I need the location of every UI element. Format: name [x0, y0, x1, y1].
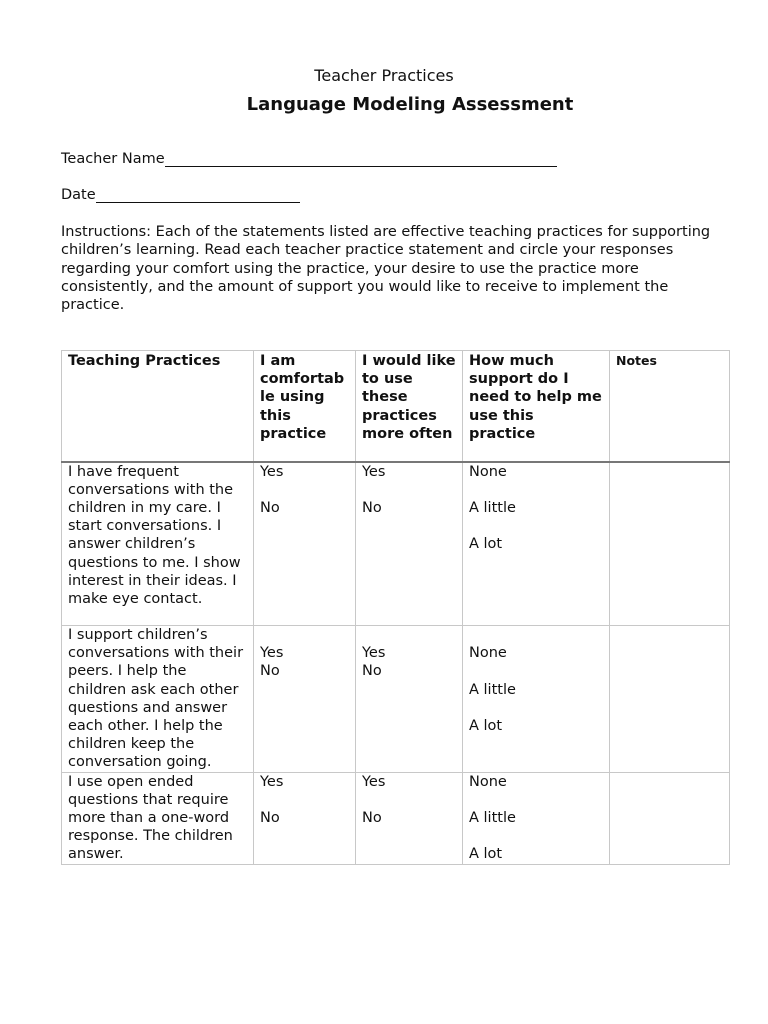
comfort-cell — [254, 772, 356, 864]
practices-table — [61, 350, 730, 865]
table-row — [62, 772, 730, 864]
option-none[interactable]: None — [469, 773, 507, 790]
notes-cell[interactable] — [610, 462, 730, 626]
support-cell — [463, 462, 610, 626]
support-cell — [463, 772, 610, 864]
notes-cell[interactable] — [610, 626, 730, 773]
option-a-little[interactable]: A little — [469, 499, 516, 516]
option-a-lot[interactable]: A lot — [469, 536, 503, 553]
document-subtitle: Teacher Practices — [314, 66, 454, 85]
option-no[interactable]: No — [362, 663, 382, 680]
option-no[interactable]: No — [260, 499, 280, 516]
header-more-often: I would like to use these practices more often — [356, 351, 463, 462]
option-no[interactable]: No — [362, 810, 382, 827]
support-cell — [463, 626, 610, 773]
more-often-cell — [356, 772, 463, 864]
header-notes: Notes — [610, 351, 730, 462]
table-row — [62, 462, 730, 626]
option-a-little[interactable]: A little — [469, 681, 516, 698]
notes-cell[interactable] — [610, 772, 730, 864]
option-yes[interactable]: Yes — [260, 773, 284, 790]
option-a-lot[interactable]: A lot — [469, 717, 503, 734]
practice-cell: I have frequent conversations with the children in my care. I start conversations. I answer children’s questions to me. I show interest in their ideas. I make eye contact. — [62, 462, 254, 626]
option-no[interactable]: No — [260, 663, 280, 680]
comfort-cell — [254, 462, 356, 626]
option-yes[interactable]: Yes — [362, 463, 386, 480]
document-title: Language Modeling Assessment — [246, 94, 574, 115]
practice-cell: I support children’s conversations with their peers. I help the children ask each other questions and answer each other. I help the children keep the conversation going. — [62, 626, 254, 773]
practice-cell: I use open ended questions that require more than a one-word response. The children answer. — [62, 772, 254, 864]
option-no[interactable]: No — [260, 810, 280, 827]
teacher-name-label: Teacher Name — [61, 151, 165, 167]
option-a-lot[interactable]: A lot — [469, 846, 503, 863]
table-header-row — [62, 351, 730, 462]
option-a-little[interactable]: A little — [469, 810, 516, 827]
option-yes[interactable]: Yes — [260, 645, 284, 662]
header-comfort: I am comfortab le using this practice — [254, 351, 356, 462]
header-support: How much support do I need to help me use this practice — [463, 351, 610, 462]
teacher-name-field — [61, 151, 557, 167]
option-yes[interactable]: Yes — [260, 463, 284, 480]
option-yes[interactable]: Yes — [362, 645, 386, 662]
date-label: Date — [61, 187, 96, 203]
table-row — [62, 626, 730, 773]
date-blank[interactable] — [96, 188, 300, 203]
header-teaching-practices: Teaching Practices — [62, 351, 254, 462]
option-none[interactable]: None — [469, 645, 507, 662]
date-field — [61, 187, 300, 203]
more-often-cell — [356, 626, 463, 773]
option-no[interactable]: No — [362, 499, 382, 516]
more-often-cell — [356, 462, 463, 626]
option-none[interactable]: None — [469, 463, 507, 480]
instructions-text: Instructions: Each of the statements listed are effective teaching practices for supporting children’s learning. Read each teacher practice statement and circle your responses regarding your comfort using the practice, your desire to use the practice more consistently, and the amount of support you would like to receive to implement the practice. — [61, 224, 711, 314]
teacher-name-blank[interactable] — [165, 152, 557, 167]
option-yes[interactable]: Yes — [362, 773, 386, 790]
comfort-cell — [254, 626, 356, 773]
